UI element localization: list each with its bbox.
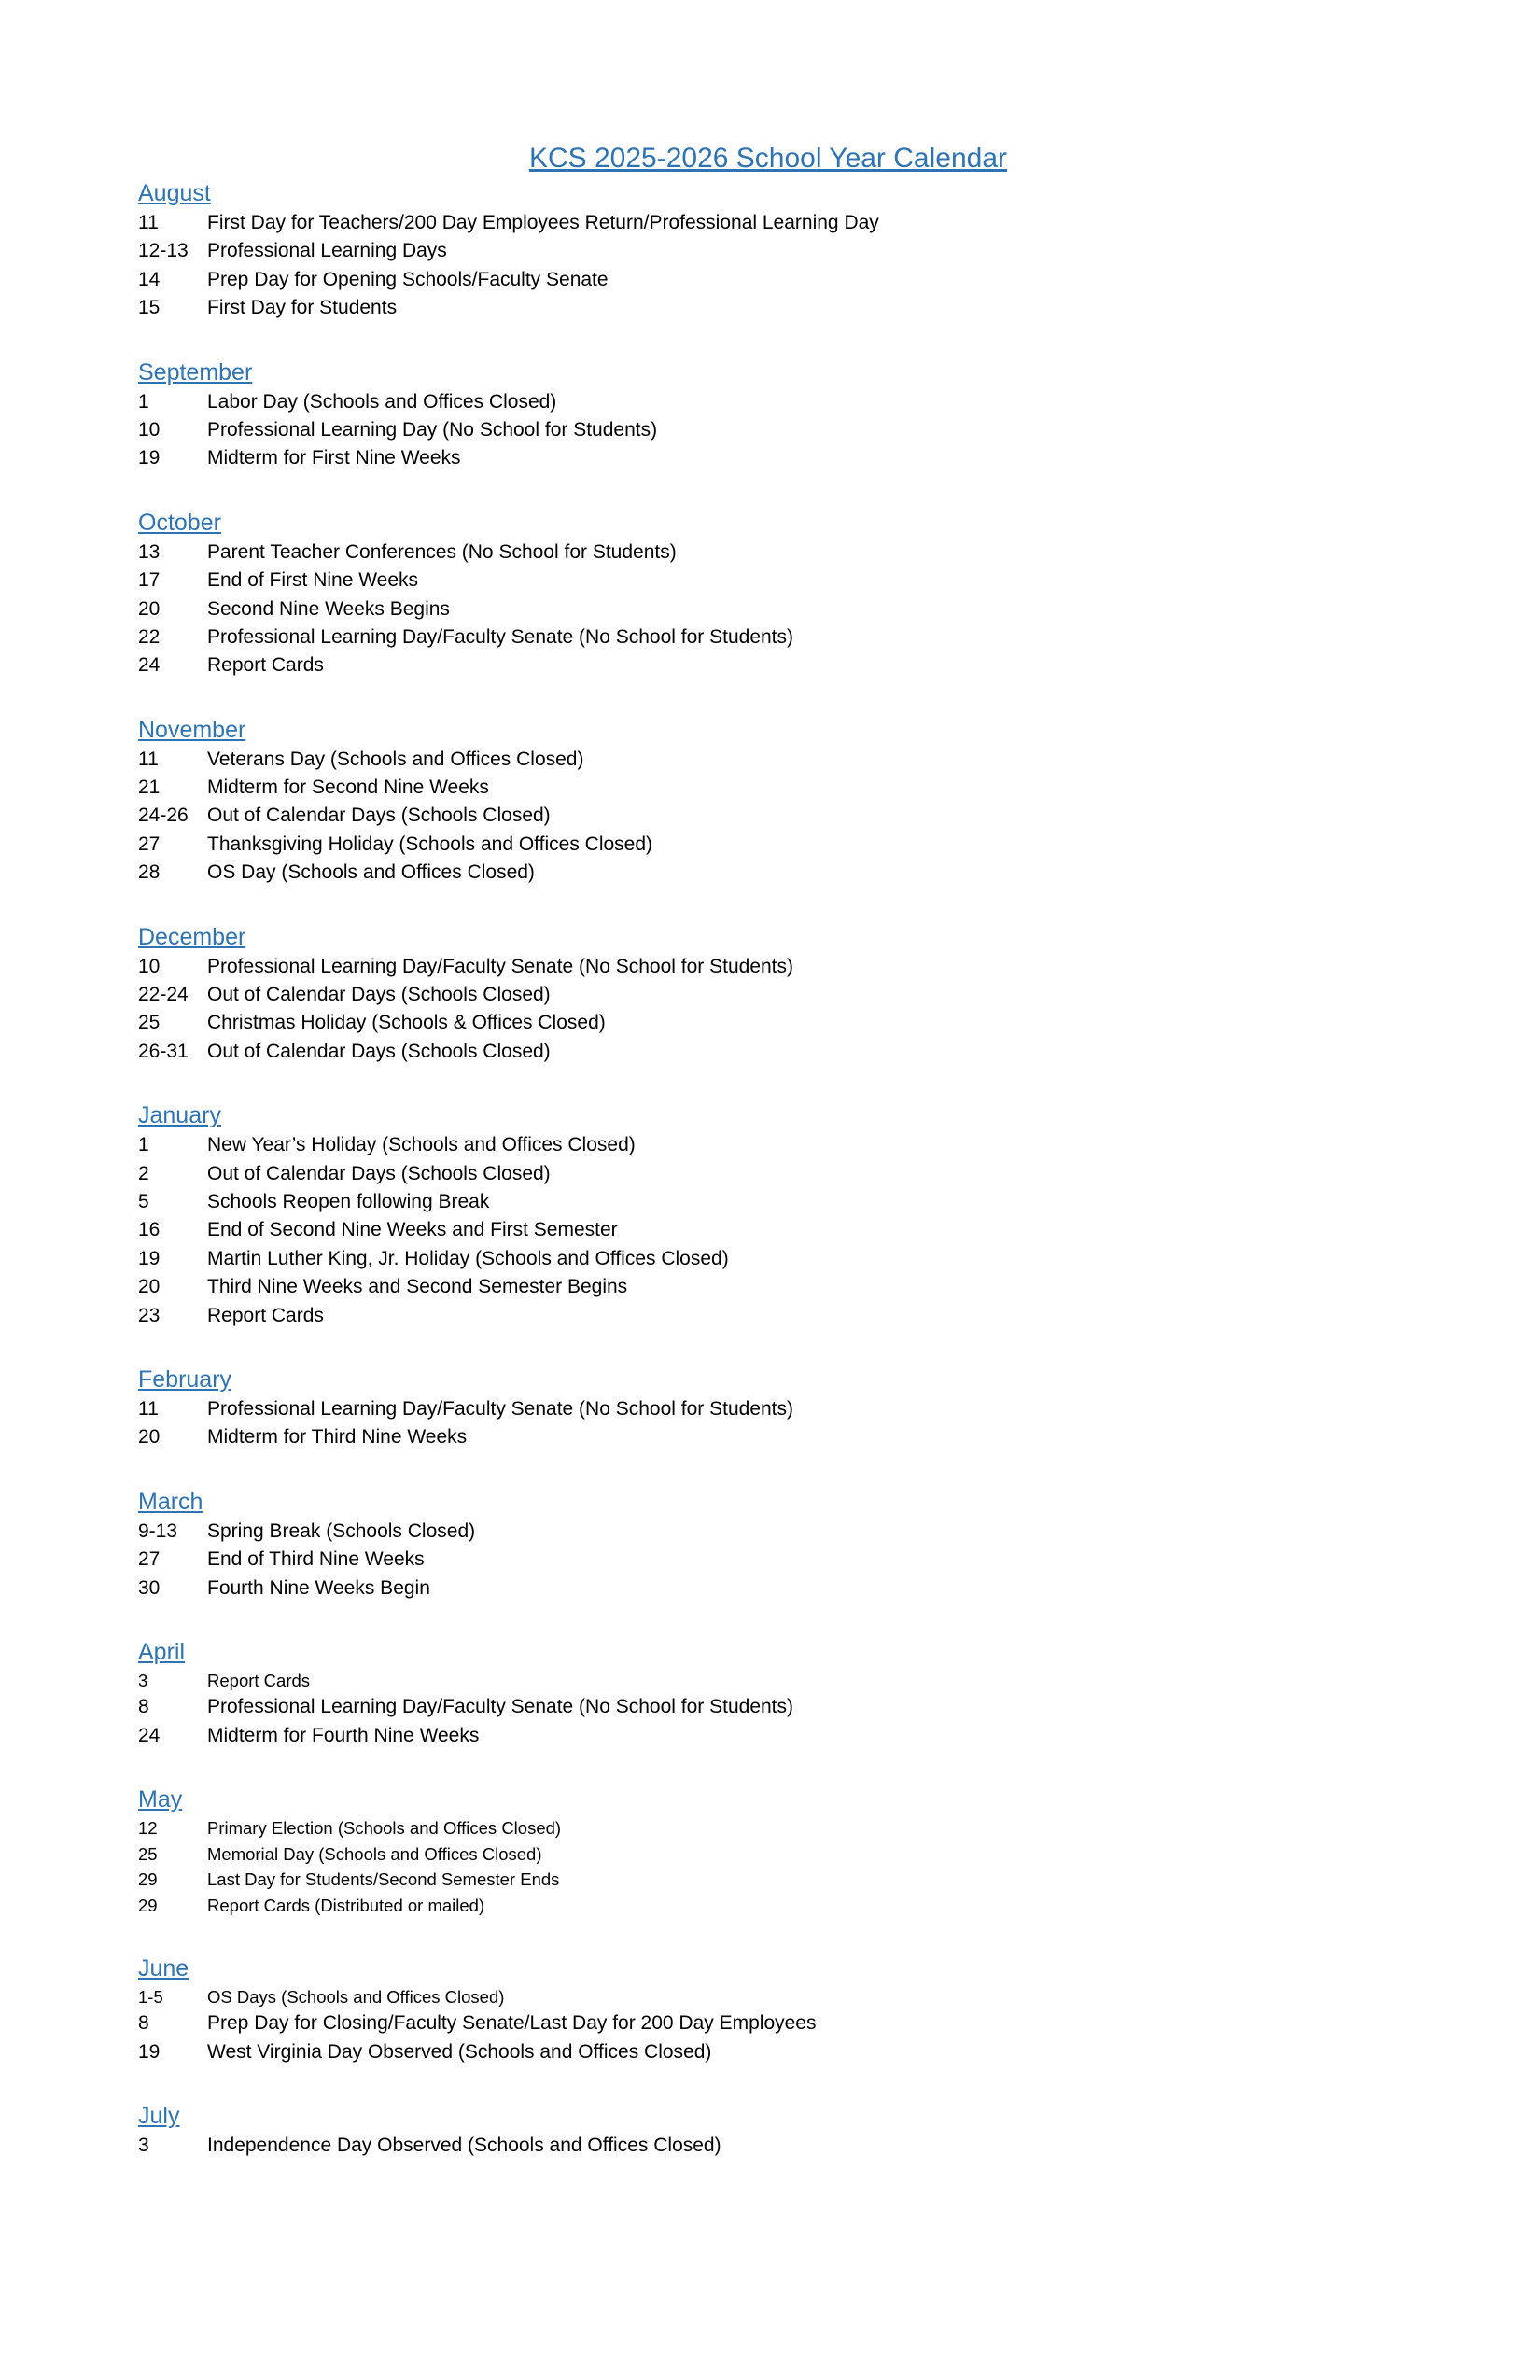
event-date: 30 [138, 1576, 161, 1599]
page-title: KCS 2025-2026 School Year Calendar [528, 143, 1008, 174]
event-row [138, 595, 1398, 623]
event-row [138, 1693, 1398, 1721]
event-description: End of First Nine Weeks [207, 569, 419, 592]
event-date: 24 [138, 1724, 161, 1746]
month-section-september [138, 357, 1398, 473]
event-date: 23 [138, 1304, 161, 1326]
event-description: Fourth Nine Weeks Begin [207, 1576, 430, 1599]
event-date: 25 [138, 1012, 161, 1034]
event-date: 20 [138, 1426, 161, 1449]
event-row [138, 1245, 1398, 1273]
event-row [138, 1423, 1398, 1451]
month-heading: May [138, 1786, 183, 1813]
event-row [138, 1984, 1398, 2010]
event-row [138, 266, 1398, 294]
month-section-november [138, 714, 1398, 888]
month-section-may [138, 1784, 1398, 1918]
event-row [138, 294, 1398, 322]
event-description: Independence Day Observed (Schools and Offices Closed) [207, 2135, 721, 2157]
event-row [138, 237, 1398, 265]
event-row [138, 1395, 1398, 1423]
event-description: Report Cards [207, 1304, 324, 1326]
month-spacer [138, 1919, 1398, 1953]
event-row [138, 746, 1398, 774]
event-date: 27 [138, 1548, 161, 1571]
event-date: 1-5 [138, 1986, 163, 2007]
months-list [138, 177, 1398, 2160]
month-heading: March [138, 1488, 203, 1515]
event-row [138, 416, 1398, 444]
event-date: 8 [138, 2012, 149, 2035]
month-section-december [138, 921, 1398, 1067]
event-row [138, 1009, 1398, 1037]
event-row [138, 1160, 1398, 1188]
event-date: 1 [138, 1134, 149, 1156]
event-row [138, 1273, 1398, 1301]
event-row [138, 1216, 1398, 1244]
event-description: Professional Learning Days [207, 240, 447, 262]
event-date: 19 [138, 447, 161, 469]
event-date: 10 [138, 955, 161, 977]
event-description: OS Day (Schools and Offices Closed) [207, 861, 535, 884]
month-heading: June [138, 1954, 189, 1981]
event-description: Labor Day (Schools and Offices Closed) [207, 390, 557, 413]
event-date: 13 [138, 540, 161, 563]
event-description: Report Cards (Distributed or mailed) [207, 1896, 485, 1916]
event-row [138, 1893, 1398, 1919]
month-spacer [138, 323, 1398, 357]
month-heading: December [138, 923, 246, 950]
event-date: 15 [138, 297, 161, 319]
event-description: West Virginia Day Observed (Schools and Offices Closed) [207, 2040, 712, 2063]
month-spacer [138, 680, 1398, 714]
event-row [138, 859, 1398, 887]
event-description: Memorial Day (Schools and Offices Closed) [207, 1843, 542, 1864]
event-description: Martin Luther King, Jr. Holiday (Schools and Offices Closed) [207, 1247, 729, 1269]
event-date: 19 [138, 2040, 161, 2063]
event-description: Out of Calendar Days (Schools Closed) [207, 1162, 551, 1184]
event-row [138, 651, 1398, 679]
event-row [138, 802, 1398, 830]
event-row [138, 1302, 1398, 1330]
event-date: 10 [138, 418, 161, 441]
event-row [138, 981, 1398, 1009]
event-row [138, 1188, 1398, 1216]
event-description: OS Days (Schools and Offices Closed) [207, 1986, 505, 2007]
event-description: Second Nine Weeks Begins [207, 597, 450, 620]
event-date: 1 [138, 390, 149, 413]
month-spacer [138, 888, 1398, 921]
event-description: Report Cards [207, 1670, 311, 1690]
month-section-july [138, 2100, 1398, 2160]
event-description: Out of Calendar Days (Schools Closed) [207, 805, 551, 827]
event-description: Prep Day for Opening Schools/Faculty Senate [207, 268, 609, 290]
event-description: Professional Learning Day (No School for Students) [207, 418, 658, 441]
event-date: 22-24 [138, 984, 189, 1006]
event-date: 29 [138, 1869, 158, 1890]
event-row [138, 953, 1398, 981]
event-date: 12-13 [138, 240, 189, 262]
event-description: Midterm for Second Nine Weeks [207, 777, 489, 799]
month-spacer [138, 2066, 1398, 2100]
event-row [138, 2038, 1398, 2066]
event-date: 20 [138, 597, 161, 620]
event-date: 24-26 [138, 805, 189, 827]
month-heading: August [138, 180, 211, 206]
month-section-january [138, 1099, 1398, 1330]
month-spacer [138, 1603, 1398, 1636]
event-date: 24 [138, 654, 161, 677]
month-spacer [138, 1066, 1398, 1099]
month-heading: April [138, 1638, 186, 1665]
event-description: First Day for Students [207, 297, 398, 319]
event-date: 21 [138, 777, 161, 799]
event-row [138, 2009, 1398, 2037]
event-description: Out of Calendar Days (Schools Closed) [207, 984, 551, 1006]
event-date: 20 [138, 1276, 161, 1298]
event-date: 14 [138, 268, 161, 290]
event-description: Third Nine Weeks and Second Semester Begins [207, 1276, 628, 1298]
month-spacer [138, 1750, 1398, 1784]
month-section-august [138, 177, 1398, 323]
event-row [138, 1867, 1398, 1893]
month-heading: October [138, 509, 221, 536]
event-date: 11 [138, 212, 159, 233]
event-description: Spring Break (Schools Closed) [207, 1519, 476, 1542]
event-row [138, 1038, 1398, 1066]
month-heading: February [138, 1365, 232, 1393]
month-section-april [138, 1636, 1398, 1750]
month-spacer [138, 1452, 1398, 1486]
month-spacer [138, 1330, 1398, 1364]
event-description: Professional Learning Day/Faculty Senate (No School for Students) [207, 625, 794, 648]
event-description: Veterans Day (Schools and Offices Closed) [207, 748, 584, 770]
event-description: End of Third Nine Weeks [207, 1548, 425, 1571]
event-date: 17 [138, 569, 161, 592]
month-section-october [138, 507, 1398, 680]
calendar-document [138, 140, 1398, 2160]
event-date: 3 [138, 1670, 148, 1690]
event-date: 11 [138, 748, 159, 770]
event-row [138, 831, 1398, 859]
event-date: 3 [138, 2135, 149, 2157]
event-description: Professional Learning Day/Faculty Senate (No School for Students) [207, 1397, 794, 1420]
event-row [138, 1518, 1398, 1546]
event-description: Out of Calendar Days (Schools Closed) [207, 1040, 551, 1062]
month-heading: July [138, 2103, 180, 2130]
event-description: Report Cards [207, 654, 324, 677]
month-section-february [138, 1364, 1398, 1452]
month-heading: November [138, 716, 246, 743]
event-date: 11 [138, 1397, 159, 1420]
event-row [138, 209, 1398, 237]
event-row [138, 774, 1398, 802]
event-description: Primary Election (Schools and Offices Closed) [207, 1818, 562, 1839]
month-spacer [138, 473, 1398, 507]
event-date: 16 [138, 1219, 161, 1241]
event-description: Midterm for Third Nine Weeks [207, 1426, 468, 1449]
event-row [138, 567, 1398, 595]
event-row [138, 1722, 1398, 1750]
month-section-june [138, 1953, 1398, 2066]
event-description: First Day for Teachers/200 Day Employees Return/Professional Learning Day [207, 212, 879, 233]
event-description: End of Second Nine Weeks and First Semester [207, 1219, 618, 1241]
event-description: Professional Learning Day/Faculty Senate (No School for Students) [207, 955, 794, 977]
event-row [138, 444, 1398, 472]
event-description: Thanksgiving Holiday (Schools and Offices Closed) [207, 833, 653, 855]
event-row [138, 1575, 1398, 1603]
event-date: 27 [138, 833, 161, 855]
event-date: 25 [138, 1843, 158, 1864]
month-section-march [138, 1486, 1398, 1603]
event-row [138, 1546, 1398, 1574]
event-date: 9-13 [138, 1519, 178, 1542]
event-description: Schools Reopen following Break [207, 1190, 490, 1212]
event-description: Professional Learning Day/Faculty Senate (No School for Students) [207, 1696, 794, 1718]
event-row [138, 1815, 1398, 1841]
event-row [138, 388, 1398, 416]
event-description: Christmas Holiday (Schools & Offices Closed) [207, 1012, 606, 1034]
event-date: 26-31 [138, 1040, 189, 1062]
event-row [138, 623, 1398, 651]
event-description: Prep Day for Closing/Faculty Senate/Last Day for 200 Day Employees [207, 2012, 817, 2035]
event-date: 29 [138, 1896, 158, 1916]
event-date: 5 [138, 1190, 149, 1212]
event-description: Midterm for First Nine Weeks [207, 447, 461, 469]
event-description: New Year’s Holiday (Schools and Offices Closed) [207, 1134, 636, 1156]
event-date: 12 [138, 1818, 158, 1839]
month-heading: January [138, 1102, 221, 1129]
event-row [138, 1841, 1398, 1868]
event-date: 28 [138, 861, 161, 884]
month-heading: September [138, 358, 253, 385]
event-row [138, 1131, 1398, 1159]
event-description: Last Day for Students/Second Semester Ends [207, 1869, 560, 1890]
event-row [138, 1668, 1398, 1694]
event-date: 2 [138, 1162, 149, 1184]
event-date: 8 [138, 1696, 149, 1718]
event-row [138, 2132, 1398, 2160]
event-row [138, 539, 1398, 567]
event-description: Parent Teacher Conferences (No School for Students) [207, 540, 677, 563]
event-date: 22 [138, 625, 161, 648]
event-description: Midterm for Fourth Nine Weeks [207, 1724, 480, 1746]
event-date: 19 [138, 1247, 161, 1269]
